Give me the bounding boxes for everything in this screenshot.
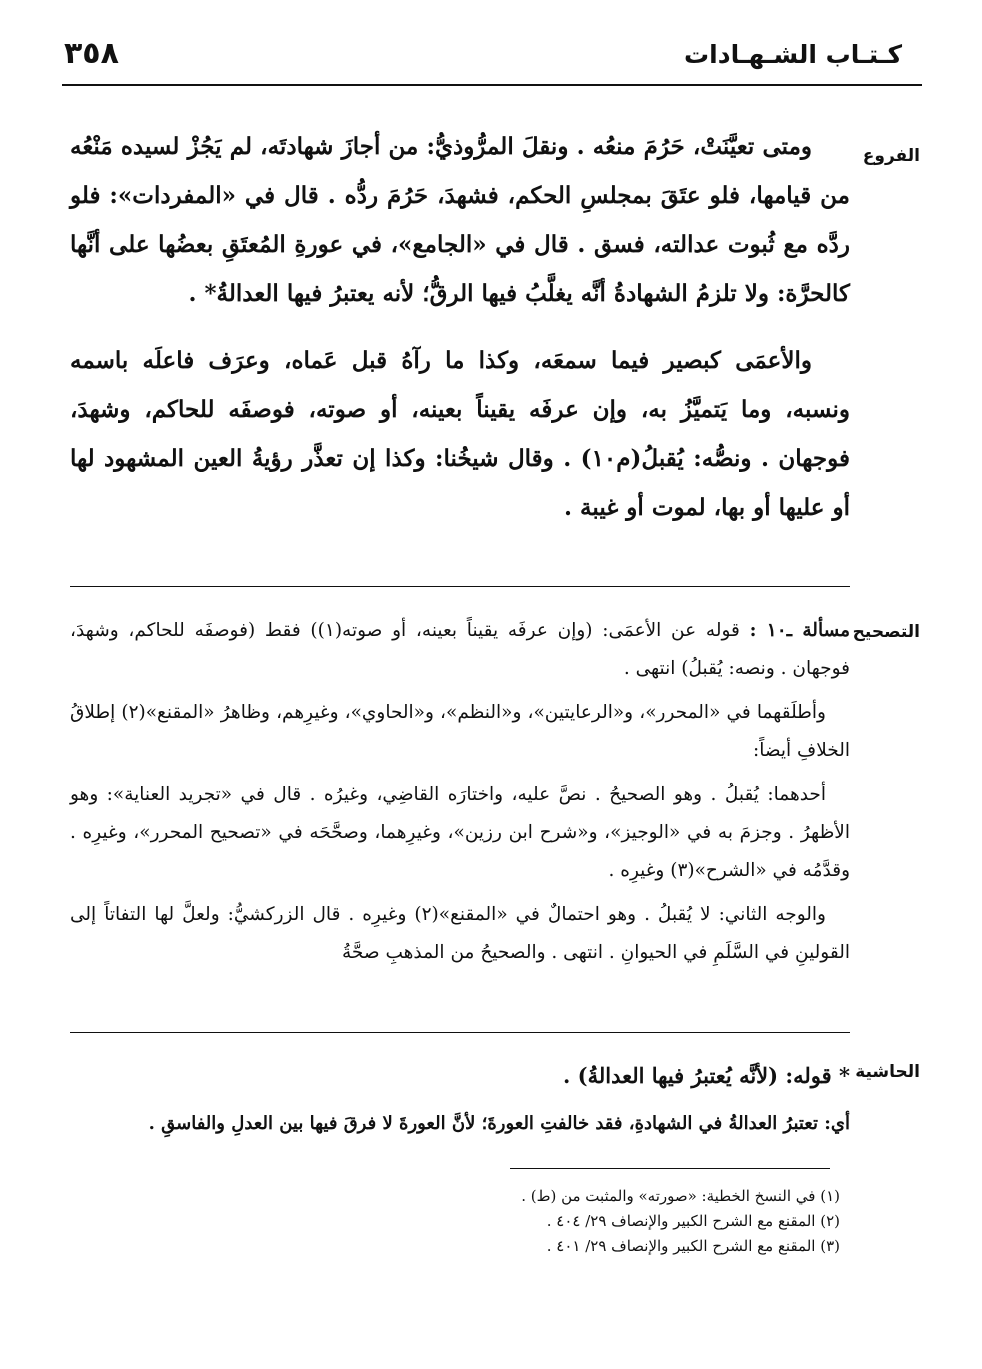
section-rule	[70, 586, 850, 587]
main-text	[70, 122, 850, 532]
footnote: (١) في النسخ الخطية: «صورته» والمثبت من (ط) .	[521, 1187, 840, 1205]
page-number: ٣٥٨	[64, 36, 119, 71]
footnote: (٢) المقنع مع الشرح الكبير والإنصاف ٢٩/ ٤٠٤ .	[546, 1212, 840, 1230]
masala-label: مسألة ـ١٠ :	[749, 620, 850, 641]
hashiya-body: أي: تعتبرُ العدالةُ في الشهادةِ، فقد خالفتِ العورةَ؛ لأنَّ العورةَ لا فرقَ فيها بين العدلِ والفاسقِ .	[148, 1113, 850, 1134]
section-rule	[70, 1032, 850, 1033]
tashih-paragraph: والوجه الثاني: لا يُقبلُ . وهو احتمالٌ في «المقنع»(٢) وغيرِه . قال الزركشيُّ: ولعلَّ لها التفاتاً إلى القولينِ في السَّلَمِ في الحيوانِ . انتهى . والصحيحُ من المذهبِ صحَّةُ	[70, 904, 850, 963]
hashiya-text	[70, 1058, 850, 1142]
tashih-text	[70, 612, 850, 972]
main-paragraph: ومتى تعيَّنَتْ، حَرُمَ منعُه . ونقلَ المرُّوذيُّ: من أجازَ شهادتَه، لم يَجُزْ لسيده مَنْعُه من قيامها، فلو عتَقَ بمجلسِ الحكم، فشهدَ، حَرُمَ ردُّه . قال في «المفردات»: فلو ردَّه مع ثُبوت عدالته، فسق . قال في «الجامع»، في عورةِ المُعتَقِ بعضُها على أنَّها كالحرَّة: ولا تلزمُ الشهادةُ أنَّه يغلَّبُ فيها الرقُّ؛ لأنه يعتبرُ فيها العدالةُ* .	[70, 133, 850, 307]
tashih-paragraph-text: قوله عن الأعمَى: (وإن عرفَه يقيناً بعينه، أو صوته(١)) فقط (فوصفَه للحاكم، وشهدَ، فوجهان . ونصه: يُقبلُ) انتهى .	[70, 620, 850, 679]
side-label-tashih: التصحيح	[852, 622, 920, 642]
tashih-paragraph	[70, 612, 850, 688]
footnote-rule	[510, 1168, 830, 1169]
side-label-hashiya: الحاشية	[855, 1062, 920, 1082]
hashiya-heading: * قوله: (لأنَّه يُعتبرُ فيها العدالةُ) .	[563, 1063, 850, 1088]
main-paragraph: والأعمَى كبصير فيما سمعَه، وكذا ما رآهُ قبل عَماه، وعرَف فاعلَه باسمه ونسبه، وما يَتميَّزُ به، وإن عرفَه يقيناً بعينه، أو صوته، فوصفَه للحاكم، وشهدَ، فوجهان . ونصُّه: يُقبلُ(م١٠) . وقال شيخُنا: وكذا إن تعذَّر رؤيةُ العين المشهود لها أو عليها أو بها، لموت أو غيبة .	[70, 347, 851, 521]
tashih-paragraph: وأطلَقهما في «المحرر»، و«الرعايتين»، و«النظم»، و«الحاوي»، وغيرِهم، وظاهرُ «المقنع»(٢) إطلاقُ الخلافِ أيضاً:	[70, 702, 850, 761]
footnotes	[70, 1184, 840, 1259]
page-header	[62, 36, 922, 76]
tashih-paragraph: أحدهما: يُقبلُ . وهو الصحيحُ . نصَّ عليه، واختارَه القاضِي، وغيرُه . قال في «تجريد العناية»: وهو الأظهرُ . وجزمَ به في «الوجيز»، و«شرح ابن رزين»، وغيرِهما، وصحَّحَه في «تصحيح المحرر»، وغيرِه . وقدَّمُه في «الشرح»(٣) وغيرِه .	[70, 784, 850, 881]
side-label-furu: الفروع	[862, 146, 920, 166]
book-title: كـتـاب الشـهـادات	[684, 40, 902, 69]
footnote: (٣) المقنع مع الشرح الكبير والإنصاف ٢٩/ ٤٠١ .	[546, 1237, 840, 1255]
header-rule	[62, 84, 922, 86]
